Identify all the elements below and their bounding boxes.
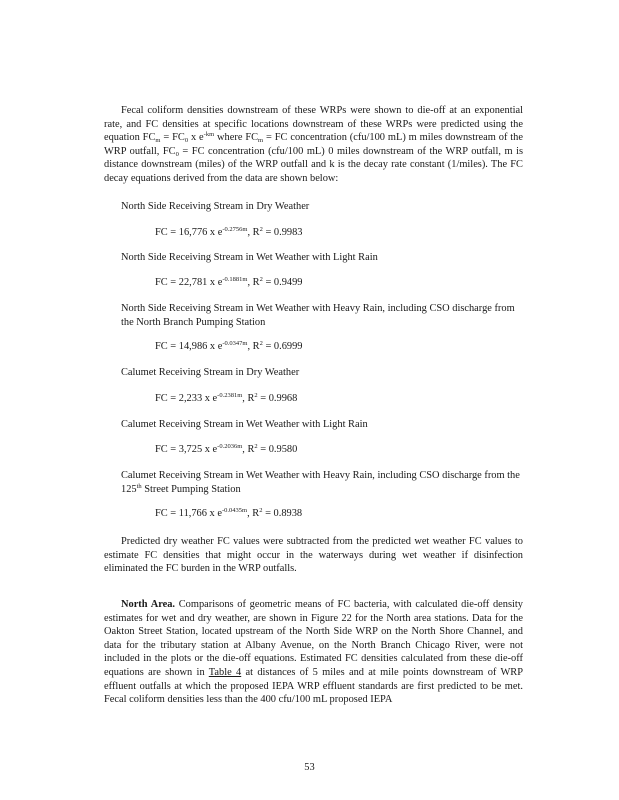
decay-equation: FC = 2,233 x $e^{-0.2381m}$, $R^2 = 0.9968$ xyxy=(155,392,298,404)
dry-weather-paragraph: Predicted dry weather FC values were subtracted from the predicted wet weather FC values to estimate FC densities that might occur in the waterways during wet weather if disinfection eliminated the FC burden in the WRP outfalls. xyxy=(104,536,523,575)
equation-label: North Side Receiving Stream in Wet Weather with Light Rain xyxy=(121,252,378,263)
intro-text: where FC xyxy=(214,132,259,144)
subscript: 0 xyxy=(175,150,179,158)
subscript: m xyxy=(155,137,161,145)
decay-equation: FC = 22,781 x $e^{-0.1881m}$, $R^2 = 0.9499$ xyxy=(155,276,303,288)
subscript: 0 xyxy=(184,137,189,145)
table-4-link[interactable]: Table 4 xyxy=(208,666,242,678)
intro-text: = FC xyxy=(160,132,185,144)
decay-equation: FC = 3,725 x $e^{-0.2036m}$, $R^2 = 0.9580$ xyxy=(155,443,298,455)
subscript: m xyxy=(258,137,264,145)
equation-label: Calumet Receiving Stream in Wet Weather with Heavy Rain, including CSO discharge from the 125th Street Pumping Station xyxy=(121,470,520,495)
page-number: 53 xyxy=(304,762,315,773)
intro-text: = FC concentration (cfu/100 mL) m miles downstream of the WRP outfall, FC xyxy=(104,132,523,157)
decay-equation: FC = 14,986 x $e^{-0.0347m}$, $R^2 = 0.6999$ xyxy=(155,340,303,352)
intro-text: x e xyxy=(188,132,204,144)
decay-equation: FC = 16,776 x $e^{-0.2756m}$, $R^2 = 0.9983$ xyxy=(155,226,303,238)
intro-text: Fecal coliform densities downstream of these WRPs were shown to die-off at an exponential rate, and FC densities at specific locations downstream of these WRPs were predicted using the equation FC xyxy=(104,105,523,144)
north-area-paragraph: North Area. Comparisons of geometric means of FC bacteria, with calculated die-off density estimates for wet and dry weather, are shown in Figure 22 for the North area stations. Data for the Oakton Street Station, located upstream of the North Side WRP on the North Shore Channel, and data for the tributary station at Albany Avenue, on the North Branch Chicago River, were not included in the plots or the die-off equations. Estimated FC densities calculated from these die-off equations are shown in Table 4 at distances of 5 miles and at mile points downstream of WRP effluent outfalls at which the proposed IEPA WRP effluent standards are first predicted to be met. Fecal coliform densities less than the 400 cfu/100 mL proposed IEPA xyxy=(104,599,523,706)
equation-label: North Side Receiving Stream in Wet Weather with Heavy Rain, including CSO discharge from the North Branch Pumping Station xyxy=(121,303,515,328)
equation-label: Calumet Receiving Stream in Dry Weather xyxy=(121,367,300,378)
section-heading: North Area. xyxy=(121,599,176,610)
intro-text: = FC concentration (cfu/100 mL) 0 miles downstream of the WRP outfall, m is distance downstream (miles) of the WRP outfall and k is the decay rate constant (1/miles). The FC decay equations derived from the data are shown below: xyxy=(104,145,523,184)
equation-label: Calumet Receiving Stream in Wet Weather with Light Rain xyxy=(121,419,368,430)
intro-paragraph xyxy=(104,104,523,186)
exponent: -km xyxy=(203,131,215,139)
decay-equation: FC = 11,766 x $e^{-0.0435m}$, $R^2 = 0.8938$ xyxy=(155,507,303,519)
equation-label: North Side Receiving Stream in Dry Weather xyxy=(121,201,310,212)
